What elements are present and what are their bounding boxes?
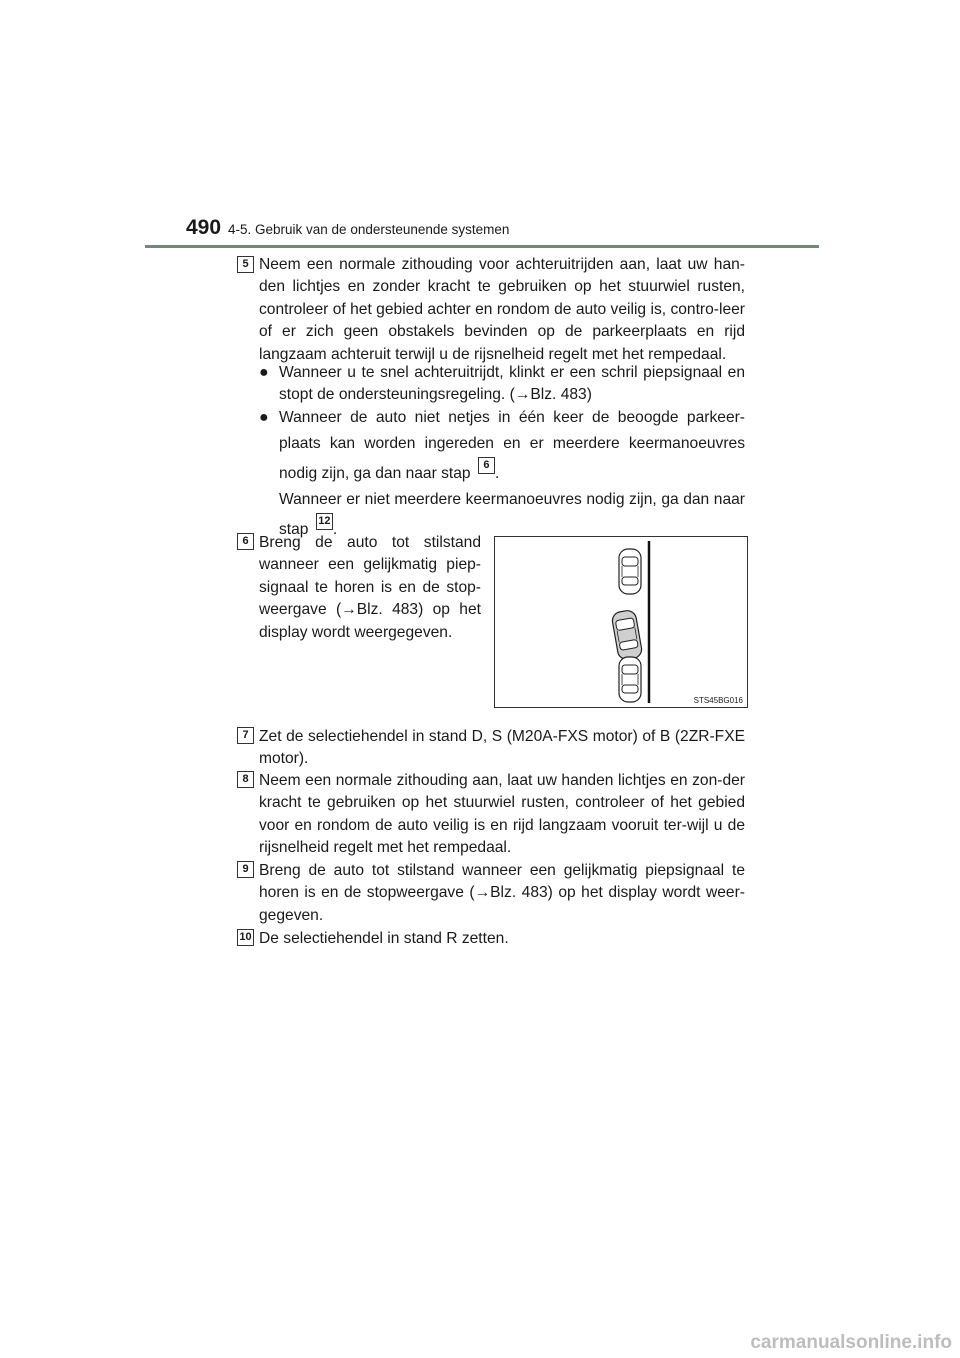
bullet-dot: ● <box>259 364 269 381</box>
car-middle-icon <box>611 609 643 660</box>
step-badge-6: 6 <box>237 533 254 550</box>
parking-diagram <box>494 536 748 708</box>
step-6-text: Breng de auto tot stilstand wanneer een gelijkmatig piep-signaal te horen is en de stop-weergave (→Blz. 483) op het display wordt weergegeven. <box>259 534 481 641</box>
step-ref-6-badge: 6 <box>478 457 495 474</box>
header-rule <box>145 245 819 248</box>
car-top-icon <box>619 549 641 594</box>
step-badge-9: 9 <box>237 861 254 878</box>
watermark-logo: carmanualsonline.info <box>750 1332 952 1353</box>
step-badge-10: 10 <box>237 929 254 946</box>
step-badge-5: 5 <box>237 256 254 273</box>
step-badge-8: 8 <box>237 771 254 788</box>
section-title: 4-5. Gebruik van de ondersteunende systemen <box>228 222 510 237</box>
step-5-bullet-1: ● Wanneer u te snel achteruitrijdt, klinkt er een schril piepsignaal en stopt de ondersteuningsregeling. (→Blz. 483) <box>259 364 745 404</box>
step-9-text: Breng de auto tot stilstand wanneer een gelijkmatig piepsignaal te horen is en de stopweergave (→Blz. 483) op het display wordt weer-gegeven. <box>259 862 745 924</box>
step-ref-12-badge: 12 <box>316 513 333 530</box>
parking-diagram-drawing <box>495 537 747 707</box>
bullet-dot: ● <box>259 409 269 426</box>
step-7-text: Zet de selectiehendel in stand D, S (M20A-FXS motor) of B (2ZR-FXE motor). <box>259 728 745 768</box>
figure-code: STS45BG016 <box>693 696 743 705</box>
step-5-text: Neem een normale zithouding voor achteruitrijden aan, laat uw han-den lichtjes en zonder kracht te gebruiken op het stuurwiel rusten, controleer of het gebied achter en rondom de auto veilig is, contro-leer of er zich geen obstakels bevinden op de parkeerplaats en rijd langzaam achteruit terwijl u de rijsnelheid regelt met het rempedaal. <box>259 256 745 363</box>
step-10-text: De selectiehendel in stand R zetten. <box>259 930 509 947</box>
page-number: 490 <box>186 216 222 239</box>
step-8-text: Neem een normale zithouding aan, laat uw handen lichtjes en zon-der kracht te gebruiken op het stuurwiel rusten, controleer of het gebied voor en rondom de auto veilig is en rijd langzaam vooruit ter-wijl u de rijsnelheid regelt met het rempedaal. <box>259 772 745 857</box>
step-5-bullet-2: ● Wanneer de auto niet netjes in één keer de beoogde parkeer-plaats kan worden ingereden en er meerdere keermanoeuvres nodig zijn, ga dan naar stap 6 . Wanneer er niet meerdere keermanoeuvres nodig zijn, ga dan naar stap 12 . <box>259 405 745 543</box>
step-badge-7: 7 <box>237 727 254 744</box>
car-bottom-icon <box>619 657 641 702</box>
